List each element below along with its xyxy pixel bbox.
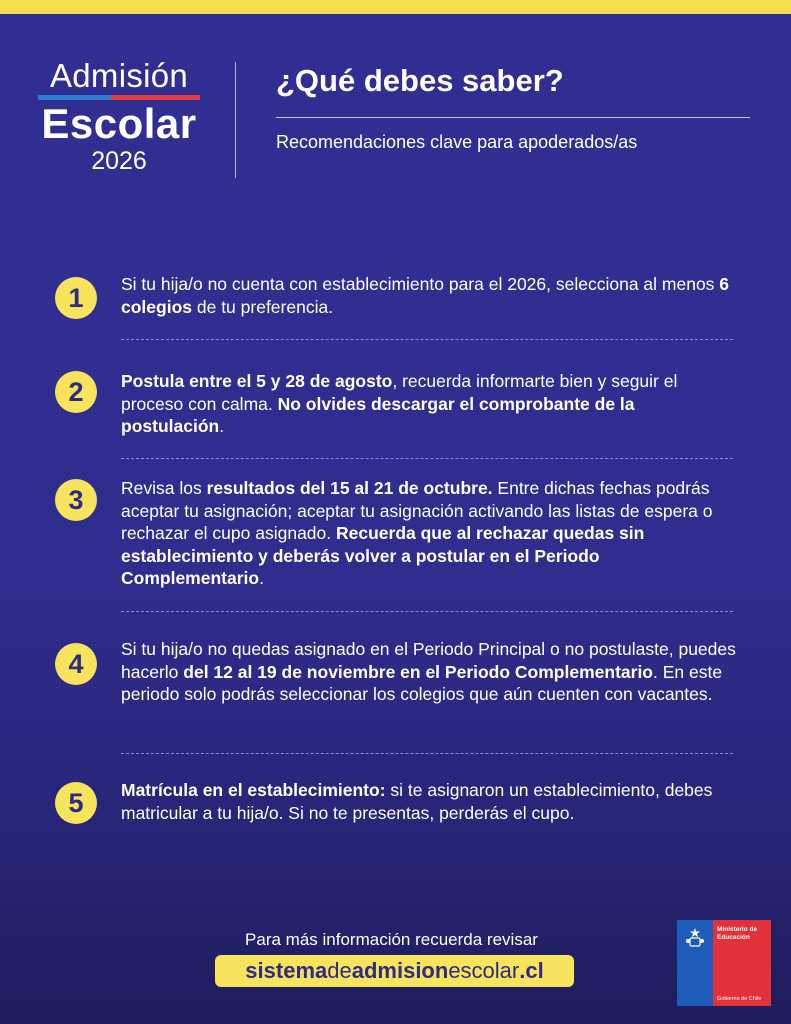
- emphasis-text: 6 colegios: [121, 274, 730, 317]
- step-number-badge: 1: [55, 277, 97, 319]
- step-separator: [121, 753, 733, 754]
- gov-ministerio-label: Ministerio de Educación: [717, 926, 758, 941]
- url-part: de: [327, 958, 352, 983]
- url-part: escolar: [448, 958, 520, 983]
- title-underline: [276, 117, 750, 118]
- body-text: si te asignaron un establecimiento, debes matricular a tu hija/o. Si no te presentas, perderás el cupo.: [121, 780, 713, 823]
- admision-escolar-logo: [36, 58, 202, 175]
- website-link[interactable]: [215, 955, 574, 987]
- url-part: .cl: [519, 958, 544, 983]
- body-text: Si tu hija/o no quedas asignado en el Periodo Principal o no postulaste, puedes hacerlo: [121, 639, 736, 682]
- header-divider: [235, 62, 236, 178]
- step-separator: [121, 339, 733, 340]
- logo-admision-text: Admisión: [49, 57, 189, 94]
- body-text: , recuerda informarte bien y seguir el proceso con calma.: [121, 371, 678, 414]
- footer-info-label: Para más información recuerda revisar: [245, 930, 538, 949]
- logo-year: 2026: [91, 147, 147, 175]
- emphasis-text: del 12 al 19 de noviembre en el Periodo Complementario: [183, 661, 653, 682]
- step-number-badge: 2: [55, 371, 97, 413]
- body-text: de tu preferencia.: [192, 296, 334, 317]
- body-text: Entre dichas fechas podrás aceptar tu asignación; aceptar tu asignación activando las listas de espera o rechazar el cupo asignado.: [121, 478, 713, 543]
- chile-coat-of-arms-icon: [683, 926, 707, 950]
- step-5-text: [121, 779, 741, 824]
- body-text: Si tu hija/o no cuenta con establecimiento para el 2026, selecciona al menos: [121, 274, 720, 294]
- emphasis-text: Matrícula en el establecimiento:: [121, 780, 386, 800]
- page-subtitle: Recomendaciones clave para apoderados/as: [276, 132, 638, 152]
- footer-info-text: [0, 929, 791, 951]
- emphasis-text: resultados del 15 al 21 de octubre.: [206, 478, 493, 498]
- logo-escolar-text: Escolar: [41, 100, 197, 147]
- emphasis-text: Recuerda que al rechazar quedas sin establecimiento y deberás volver a postular en el Periodo Complementario: [121, 523, 645, 588]
- url-part: sistema: [245, 958, 328, 983]
- gov-logo-red-panel: [713, 920, 771, 1006]
- step-separator: [121, 458, 733, 459]
- step-3-text: [121, 477, 741, 590]
- body-text: .: [219, 416, 225, 436]
- gov-logo-blue-panel: [677, 920, 713, 1006]
- step-number-badge: 4: [55, 643, 97, 685]
- body-text: . En este periodo solo podrás seleccionar los colegios que aún cuenten con vacantes.: [121, 661, 723, 704]
- step-2-text: [121, 370, 741, 438]
- step-number-badge: 3: [55, 479, 97, 521]
- page-title: ¿Qué debes saber?: [276, 63, 564, 98]
- step-number-badge: 5: [55, 782, 97, 824]
- gov-gobierno-label: Gobierno de Chile: [717, 996, 762, 1002]
- body-text: .: [259, 568, 264, 588]
- body-text: Revisa los: [121, 478, 207, 498]
- ministerio-educacion-logo: [677, 920, 771, 1006]
- emphasis-text: Postula entre el 5 y 28 de agosto: [121, 371, 393, 391]
- step-separator: [121, 611, 733, 612]
- url-part: admision: [351, 958, 449, 983]
- step-4-text: [121, 638, 741, 706]
- step-1-text: [121, 273, 741, 318]
- emphasis-text: No olvides descargar el comprobante de la postulación: [121, 393, 635, 436]
- top-accent-bar: [0, 0, 791, 14]
